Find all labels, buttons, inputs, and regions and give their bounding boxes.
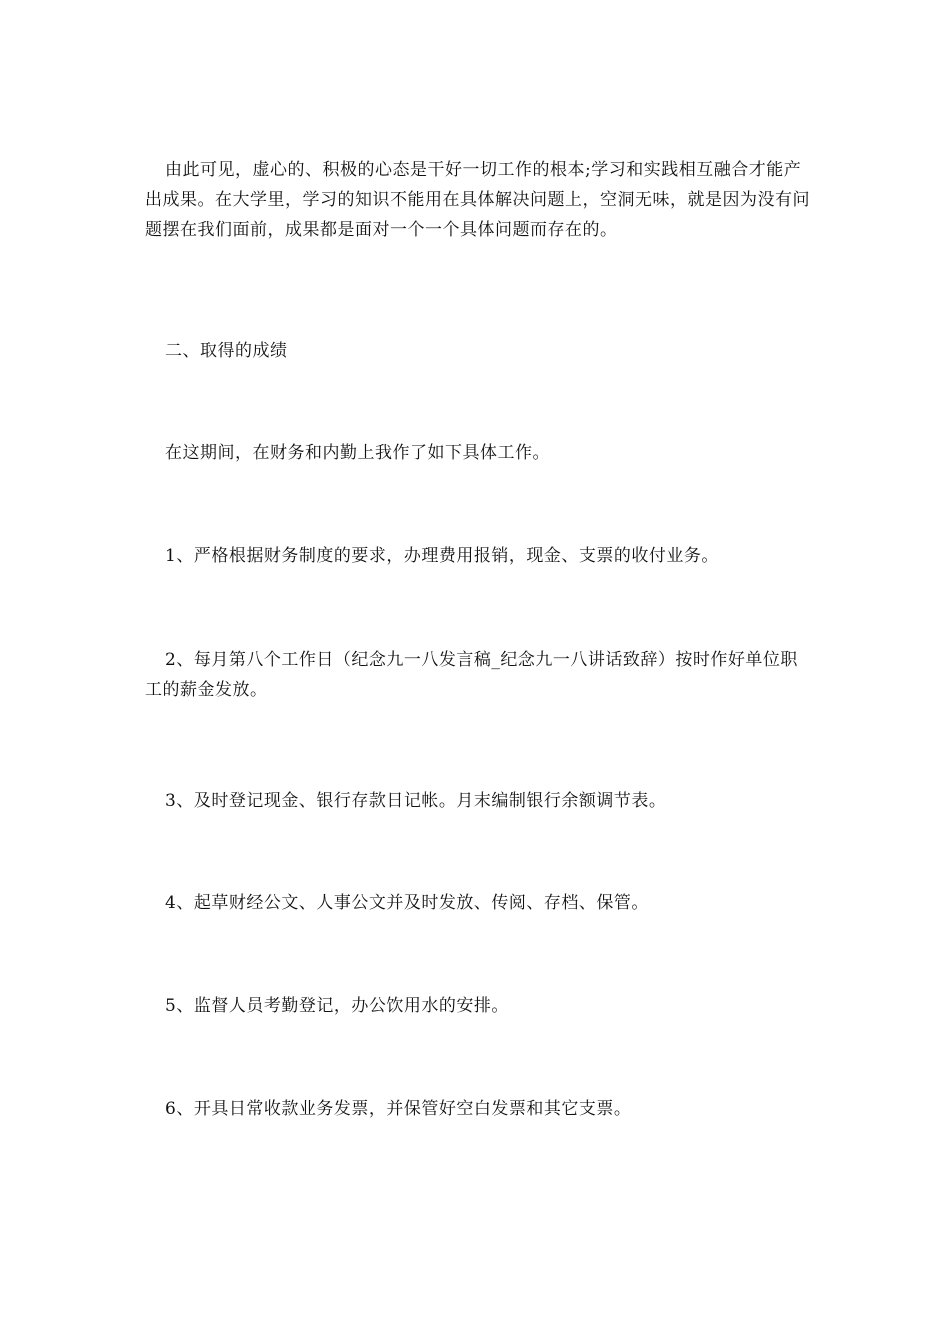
list-item-5: 5、监督人员考勤登记，办公饮用水的安排。 xyxy=(165,996,509,1016)
paragraph-intro: 在这期间，在财务和内勤上我作了如下具体工作。 xyxy=(165,443,550,463)
list-item-1: 1、严格根据财务制度的要求，办理费用报销，现金、支票的收付业务。 xyxy=(165,546,719,566)
list-item-6: 6、开具日常收款业务发票，并保管好空白发票和其它支票。 xyxy=(165,1099,632,1119)
list-item-4: 4、起草财经公文、人事公文并及时发放、传阅、存档、保管。 xyxy=(165,893,649,913)
paragraph-conclusion: 由此可见，虚心的、积极的心态是干好一切工作的根本;学习和实践相互融合才能产出成果。在大学里，学习的知识不能用在具体解决问题上，空洞无味，就是因为没有问题摆在我们面前，成果都是面对一个一个具体问题而存在的。 xyxy=(145,160,810,240)
list-item-3: 3、及时登记现金、银行存款日记帐。月末编制银行余额调节表。 xyxy=(165,791,667,811)
section-heading-achievements: 二、取得的成绩 xyxy=(165,341,288,361)
list-item-2: 2、每月第八个工作日（纪念九一八发言稿_纪念九一八讲话致辞）按时作好单位职工的薪金发放。 xyxy=(145,650,798,700)
